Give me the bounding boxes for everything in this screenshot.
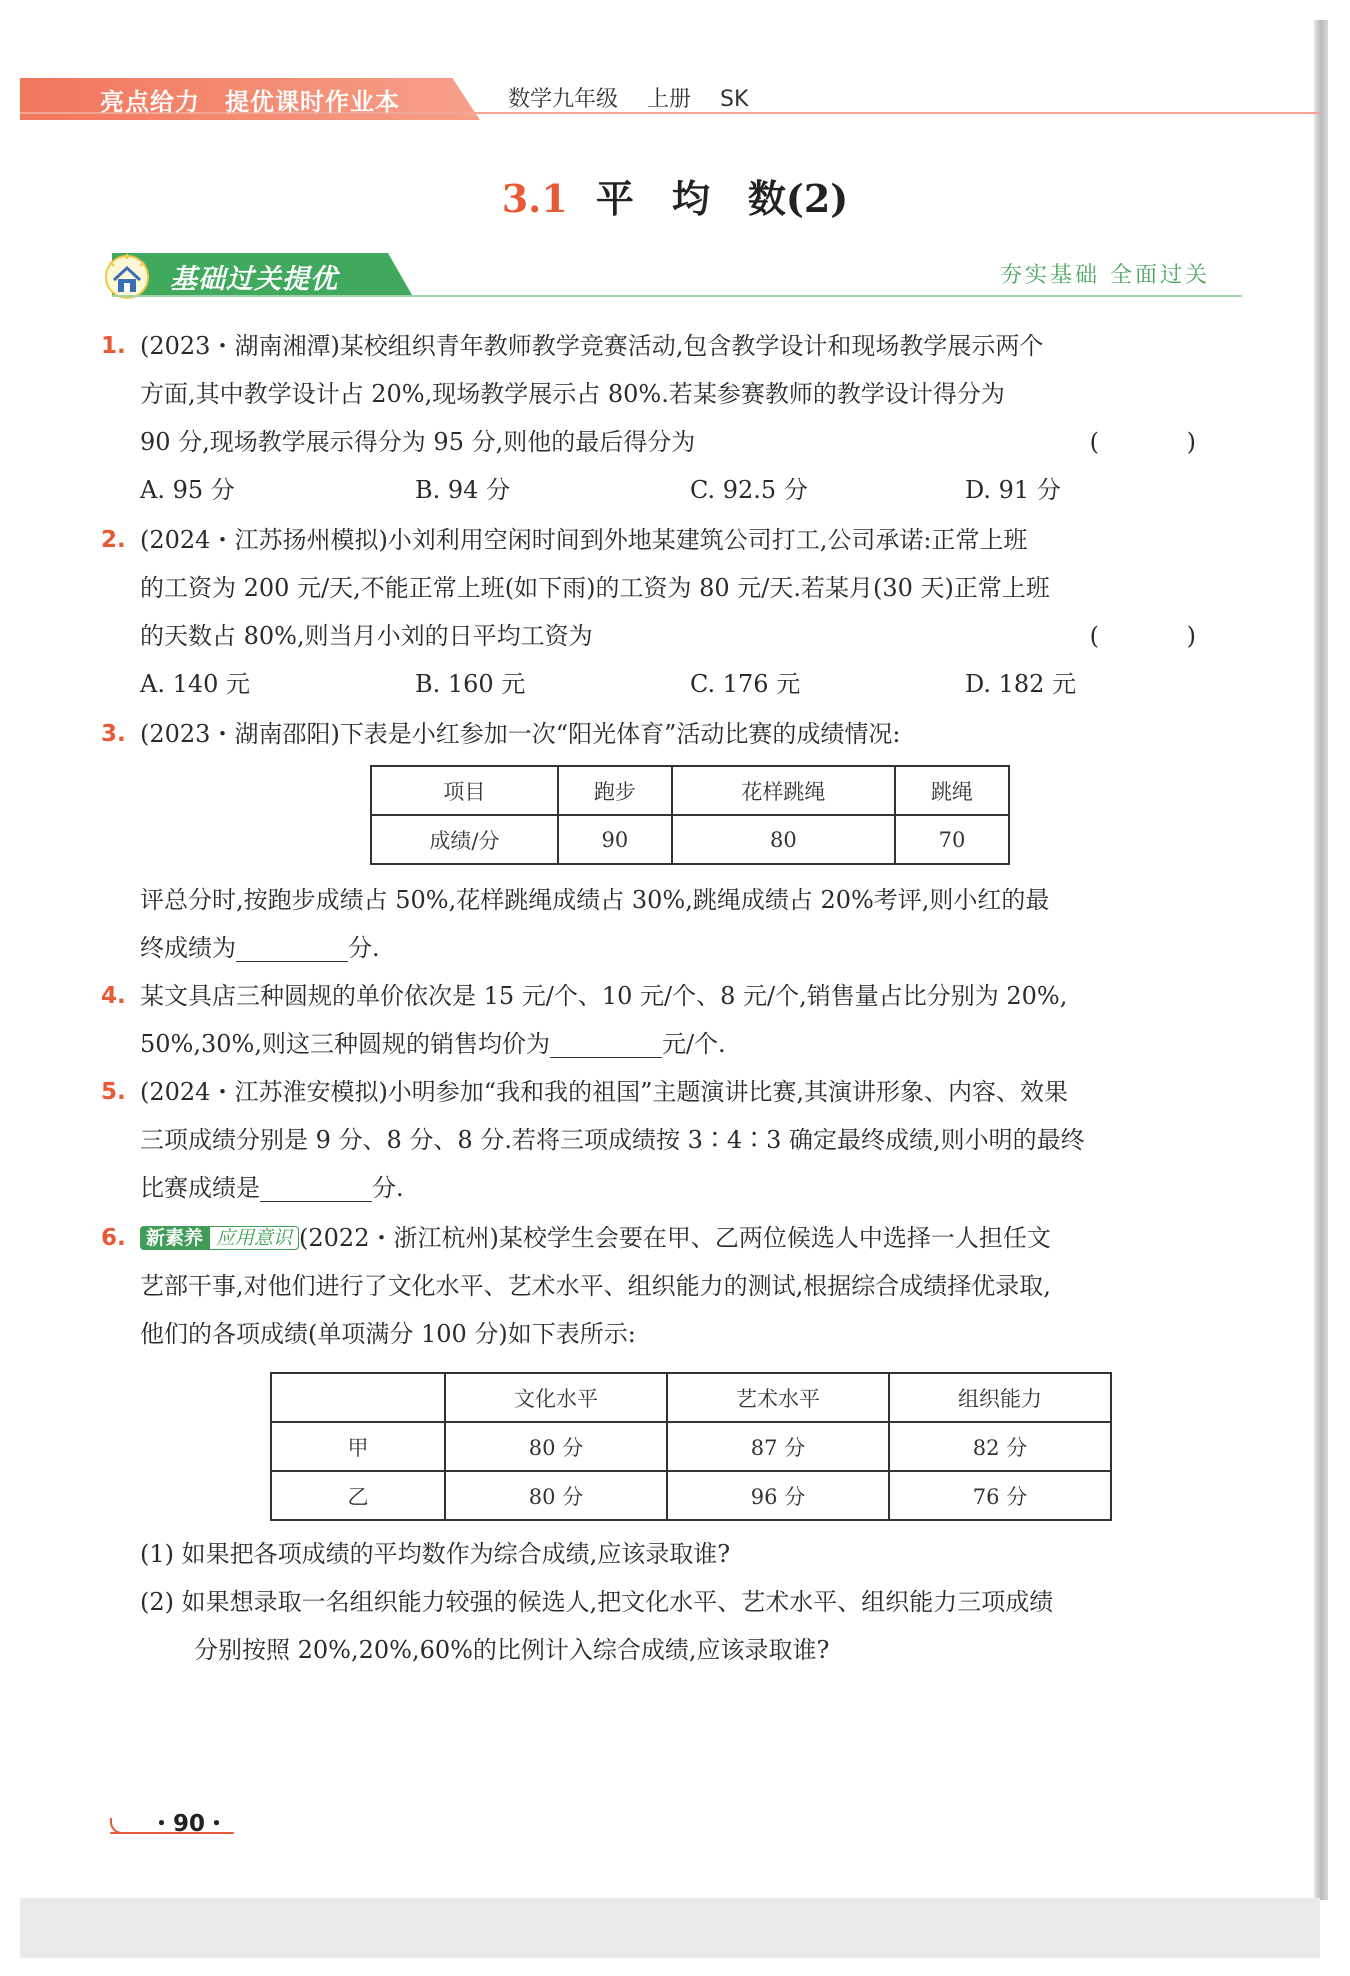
answer-blank[interactable] (550, 1027, 662, 1058)
question-intro: (2023・湖南邵阳)下表是小红参加一次“阳光体育”活动比赛的成绩情况: (140, 720, 901, 748)
table-cell: 艺术水平 (667, 1373, 889, 1422)
question-number: 5. (101, 1079, 126, 1105)
question-number: 3. (101, 721, 126, 747)
question-number: 6. (101, 1225, 126, 1251)
table-cell (271, 1373, 445, 1422)
question-3-continued (140, 876, 1240, 972)
question-line (140, 418, 1240, 466)
question-line: 的工资为 200 元/天,不能正常上班(如下雨)的工资为 80 元/天.若某月(30 天)正常上班 (140, 574, 1050, 602)
book-edition: SK (720, 87, 749, 112)
table-cell: 项目 (371, 766, 558, 815)
table-cell: 76 分 (889, 1471, 1111, 1520)
section-divider (112, 295, 1242, 297)
answer-blank[interactable] (236, 931, 348, 962)
question-line-text: 分. (348, 934, 380, 962)
question-number: 1. (101, 333, 126, 359)
table-cell: 文化水平 (445, 1373, 667, 1422)
question-2 (101, 516, 1240, 708)
table-header-row (371, 766, 1009, 815)
option-a: A. 140 元 (140, 670, 251, 698)
score-table-q3 (370, 765, 1010, 865)
tag-application: 应用意识 (209, 1226, 299, 1250)
scan-bottom-band (20, 1898, 1320, 1958)
option-c: C. 92.5 分 (690, 476, 808, 504)
question-line (140, 1214, 1240, 1262)
table-cell: 甲 (271, 1422, 445, 1471)
table-cell: 乙 (271, 1471, 445, 1520)
answer-parentheses: ( ) (1089, 428, 1236, 456)
book-info (508, 82, 770, 113)
table-cell: 96 分 (667, 1471, 889, 1520)
question-number: 2. (101, 527, 126, 553)
question-line (140, 924, 1240, 972)
lesson-title (0, 168, 1350, 223)
question-line-text: 分. (372, 1174, 404, 1202)
table-cell: 70 (895, 815, 1009, 864)
question-line: 评总分时,按跑步成绩占 50%,花样跳绳成绩占 30%,跳绳成绩占 20%考评,则小红的最 (140, 886, 1050, 914)
sub-questions (140, 1530, 1240, 1674)
question-line: 艺部干事,对他们进行了文化水平、艺术水平、组织能力的测试,根据综合成绩择优录取, (140, 1272, 1051, 1300)
question-line-text: (2022・浙江杭州)某校学生会要在甲、乙两位候选人中选择一人担任文 (299, 1224, 1051, 1252)
sub-question-2-continued: 分别按照 20%,20%,60%的比例计入综合成绩,应该录取谁? (194, 1636, 830, 1664)
question-4 (101, 972, 1240, 1068)
table-cell: 87 分 (667, 1422, 889, 1471)
answer-blank[interactable] (260, 1171, 372, 1202)
table-cell: 80 (672, 815, 895, 864)
question-line (140, 1164, 1240, 1212)
option-b: B. 94 分 (415, 476, 511, 504)
question-3 (101, 710, 1240, 758)
option-c: C. 176 元 (690, 670, 801, 698)
question-line: (2024・江苏扬州模拟)小刘利用空闲时间到外地某建筑公司打工,公司承诺:正常上班 (140, 526, 1028, 554)
question-line (140, 1020, 1240, 1068)
question-line-text: 元/个. (661, 1030, 726, 1058)
house-sun-icon (104, 254, 150, 300)
option-b: B. 160 元 (415, 670, 526, 698)
lesson-name: 平 均 数(2) (595, 176, 849, 221)
option-d: D. 91 分 (965, 476, 1061, 504)
score-table-q6 (270, 1372, 1112, 1521)
answer-parentheses: ( ) (1089, 622, 1236, 650)
question-line-text: 的天数占 80%,则当月小刘的日平均工资为 (140, 622, 593, 650)
question-line-text: 90 分,现场教学展示得分为 95 分,则他的最后得分为 (140, 428, 696, 456)
table-row (271, 1422, 1111, 1471)
question-line-text: 终成绩为 (140, 934, 236, 962)
question-5 (101, 1068, 1240, 1212)
question-line-text: 50%,30%,则这三种圆规的销售均价为 (140, 1030, 550, 1058)
sub-question-1: (1) 如果把各项成绩的平均数作为综合成绩,应该录取谁? (140, 1540, 731, 1568)
table-cell: 跳绳 (895, 766, 1009, 815)
table-cell: 90 (558, 815, 672, 864)
tag-new-literacy: 新素养 (140, 1226, 209, 1250)
question-line: (2023・湖南湘潭)某校组织青年教师教学竞赛活动,包含教学设计和现场教学展示两个 (140, 332, 1044, 360)
table-header-row (271, 1373, 1111, 1422)
series-title: 亮点给力 提优课时作业本 (100, 88, 400, 116)
question-line: 某文具店三种圆规的单价依次是 15 元/个、10 元/个、8 元/个,销售量占比分别为 20%, (140, 982, 1068, 1010)
table-cell: 组织能力 (889, 1373, 1111, 1422)
option-d: D. 182 元 (965, 670, 1077, 698)
table-cell: 80 分 (445, 1471, 667, 1520)
book-subject: 数学九年级 (508, 87, 619, 112)
question-6 (101, 1214, 1240, 1358)
question-number: 4. (101, 983, 126, 1009)
table-row (271, 1471, 1111, 1520)
question-line: 他们的各项成绩(单项满分 100 分)如下表所示: (140, 1320, 636, 1348)
options-row (140, 466, 1240, 514)
table-cell: 80 分 (445, 1422, 667, 1471)
lesson-number: 3.1 (501, 176, 568, 221)
question-line (140, 612, 1240, 660)
question-1 (101, 322, 1240, 514)
competency-tag (140, 1225, 299, 1251)
section-label: 基础过关提优 (170, 264, 338, 295)
table-cell: 82 分 (889, 1422, 1111, 1471)
page-edge-shadow (1314, 20, 1328, 1900)
table-row (371, 815, 1009, 864)
options-row (140, 660, 1240, 708)
option-a: A. 95 分 (140, 476, 235, 504)
question-line: 方面,其中教学设计占 20%,现场教学展示占 80%.若某参赛教师的教学设计得分为 (140, 380, 1005, 408)
table-cell: 花样跳绳 (672, 766, 895, 815)
question-line: (2024・江苏淮安模拟)小明参加“我和我的祖国”主题演讲比赛,其演讲形象、内容、效果 (140, 1078, 1068, 1106)
table-cell: 跑步 (558, 766, 672, 815)
table-cell: 成绩/分 (371, 815, 558, 864)
question-line: 三项成绩分别是 9 分、8 分、8 分.若将三项成绩按 3∶4∶3 确定最终成绩,则小明的最终 (140, 1126, 1085, 1154)
sub-question-2: (2) 如果想录取一名组织能力较强的候选人,把文化水平、艺术水平、组织能力三项成绩 (140, 1588, 1054, 1616)
book-volume: 上册 (647, 87, 692, 112)
page-number: ・90・ (150, 1811, 229, 1837)
section-slogan: 夯实基础 全面过关 (1000, 263, 1210, 288)
question-line-text: 比赛成绩是 (140, 1174, 260, 1202)
